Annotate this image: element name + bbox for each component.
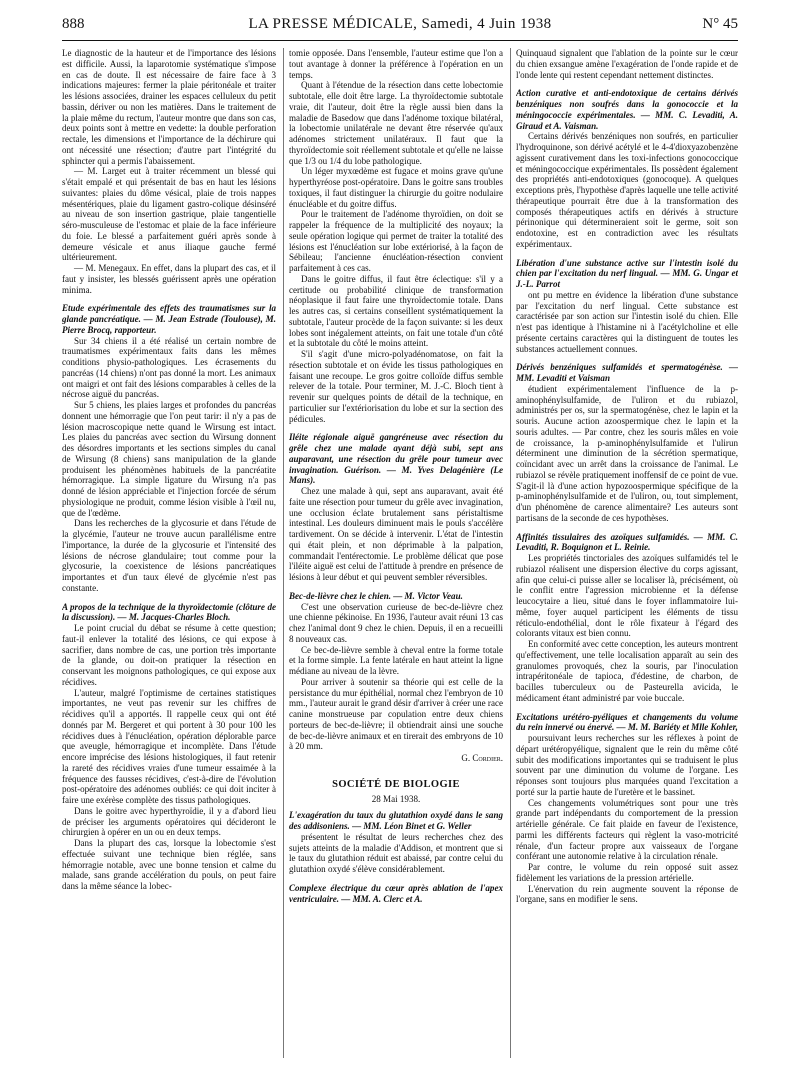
paragraph: C'est une observation curieuse de bec-de-lièvre chez une chienne pékinoise. En 1936, l'auteur avait réuni 13 cas chez l'animal dont 9 chez le chien. Depuis, il en a recueilli 8 nouveaux cas. bbox=[289, 601, 503, 644]
article-heading: Complexe électrique du cœur après ablation de l'apex ventriculaire. — MM. A. Clerc et A. bbox=[289, 882, 503, 904]
column-divider bbox=[510, 48, 511, 1058]
paragraph: Un léger myxœdème est fugace et moins grave qu'une hyperthyréose post-opératoire. Dans le goitre sans troubles toxiques, il faut distinguer la chirurgie du goitre nodulaire énucléable et du goitre diffus. bbox=[289, 166, 503, 209]
paragraph: Par contre, le volume du rein opposé suit assez fidèlement les variations de la pression artérielle. bbox=[516, 862, 738, 883]
paragraph: Ce bec-de-lièvre semble à cheval entre la forme totale et la forme simple. La fente latérale en haut atteint la ligne médiane au niveau de la lèvre. bbox=[289, 644, 503, 676]
paragraph: Le point crucial du débat se résume à cette question; faut-il enlever la totalité des lésions, ce qui expose à sacrifier, dans nombre de cas, une portion très importante de la glande, ou doit-on pratiquer la résection en conservant les moignons pathologiques, ce qui expose aux récidives. bbox=[62, 623, 276, 687]
paragraph: Certains dérivés benzéniques non soufrés, en particulier l'hydroquinone, son dérivé acétylé et le 4-4'dioxyazobenzène agissent curativement dans les toxi-infections gonococcique et méningococcique expérimentales. Ils possèdent également des propriétés anti-endotoxiques (gonocoque). A quelques exceptions près, l'hypothèse d'après laquelle une telle activité thérapeutique pourrait être due à la transformation des composés thérapeutiques actifs en dérivés à structure périnonique qui détermineraient soit le germe, soit son endotoxine, est en contradiction avec les résultats expérimentaux. bbox=[516, 131, 738, 249]
paragraph: Pour le traitement de l'adénome thyroïdien, on doit se rappeler la fréquence de la multiplicité des noyaux; la seule opération logique qui permet de traiter la totalité des lésions est l'énucléation sur lobe extériorisé, à la façon de Sébileau; l'ancienne énucléation-résection convient parfaitement à ces cas. bbox=[289, 209, 503, 273]
paragraph: — M. Menegaux. En effet, dans la plupart des cas, et il faut y insister, les blessés guérissent après une opération minima. bbox=[62, 263, 276, 295]
paragraph: Dans les recherches de la glycosurie et dans l'étude de la glycémie, l'auteur ne trouve aucun parallélisme entre l'importance, la durée de la glycosurie et l'intensité des lésions de nécrose glandulaire; tout comme pour la glycosurie, la coexistence de lésions pancréatiques importantes et d'un taux élevé de glycémie n'est pas constante. bbox=[62, 518, 276, 593]
paragraph: tomie opposée. Dans l'ensemble, l'auteur estime que l'on a tout avantage à donner la préférence à l'opération en un temps. bbox=[289, 48, 503, 80]
paragraph: Dans le goitre avec hyperthyroïdie, il y a d'abord lieu de préciser les arguments opératoires qui décideront le chirurgien à opérer en un ou en deux temps. bbox=[62, 805, 276, 838]
paragraph: Quant à l'étendue de la résection dans cette lobectomie subtotale, elle doit être large. La thyroïdectomie subtotale vraie, dit l'auteur, doit être la règle aussi bien dans la maladie de Basedow que dans l'adénome toxique bilatéral, la lobectomie unilatérale ne devant être réservée qu'aux adénomes strictement unilatéraux. Il faut que la thyroïdectomie soit réellement subtotale et qu'elle ne laisse que 1/3 ou 1/4 du lobe pathologique. bbox=[289, 80, 503, 166]
section-title: SOCIÉTÉ DE BIOLOGIE bbox=[332, 778, 460, 790]
journal-title: LA PRESSE MÉDICALE, Samedi, 4 Juin 1938 bbox=[248, 16, 552, 32]
paragraph: L'auteur, malgré l'optimisme de certaines statistiques importantes, ne veut pas revenir sur les chiffres de récidives qu'il a apportés. Il rappelle ceux qui ont été donnés par M. Bergeret et qui portent à 30 pour 100 les récidives dues à l'énucléation, opération déplorable parce que aveugle, hémorragique et incomplète. Dans l'étude encore imprécise des lésions histologiques, il faut retenir la rareté des récidives vraies d'une tumeur essaimée à la fréquence des fausses récidives, c'est-à-dire de l'évolution post-opératoire des adénomes oubliés: ce qui doit inciter à faire une exérèse complète des tissus pathologiques. bbox=[62, 687, 276, 805]
paragraph: poursuivant leurs recherches sur les réflexes à point de départ urétéropyélique, signalent que le rein du même côté subit des modifications importantes qui se traduisent le plus souvent par une diminution du volume de l'organe. Les réponses sont toujours plus marquées quand l'excitation a porté sur la partie haute de l'uretère et le bassinet. bbox=[516, 733, 738, 797]
paragraph: Sur 5 chiens, les plaies larges et profondes du pancréas donnent une hémorragie que l'on peut tarir: il n'y a pas de lésion macroscopique nette quand le Wirsung est intact. Les plaies du pancréas avec section du Wirsung donnent des désordres importants et les sections simples du canal de Wirsung (8 chiens) sans manipulation de la glande produisent les phénomènes habituels de la pancréatite hémorragique. La simple ligature du Wirsung n'a pas donné de lésion appréciable et l'injection forcée de sérum physiologique ne produit, comme lésion visible à l'œil nu, que de l'œdème. bbox=[62, 400, 276, 518]
article-heading: Iléite régionale aiguë gangréneuse avec résection du grêle chez une malade ayant déjà subi, sept ans auparavant, une résection du grêle pour tumeur avec invagination. Guérison. — M. Yves Delagénière (Le Mans). bbox=[289, 432, 503, 486]
column-3 bbox=[516, 48, 738, 1058]
paragraph: Le diagnostic de la hauteur et de l'importance des lésions est difficile. Aussi, la laparotomie systématique s'impose en cas de doute. Il est nécessaire de faire face à 3 indications majeures: fermer la plaie péritonéale et traiter les lésions associées, drainer les espaces celluleux du petit bassin, dériver ou non les matières. Dans le traitement de la plaie même du rectum, l'auteur montre que dans son cas, deux points sont à mettre en vedette: la double perforation rectale, les dimensions et l'importance de la déchirure qui ont nécessité une résection; d'autre part l'intégrité du sphincter qui a permis l'abaissement. bbox=[62, 48, 276, 166]
paragraph: Sur 34 chiens il a été réalisé un certain nombre de traumatismes expérimentaux faits dans les mêmes conditions physio-pathologiques. Les écrasements du pancréas (14 chiens) n'ont pas donné la mort. Les animaux ont maigri et ont fait des lésions comparables à celles de la nécrose aiguë du pancréas. bbox=[62, 335, 276, 400]
paragraph: Ces changements volumétriques sont pour une très grande part indépendants du comportement de la pression artérielle générale. Ce fait plaide en faveur de l'existence, parmi les différents facteurs qui règlent la vaso-motricité rénale, d'un facteur propre aux vaisseaux de l'organe conférant une autonomie relative à la circulation rénale. bbox=[516, 797, 738, 862]
page-number: 888 bbox=[62, 16, 85, 32]
article-heading: L'exagération du taux du glutathion oxydé dans le sang des addisoniens. — MM. Léon Binet et G. Weller bbox=[289, 810, 503, 831]
article-heading: A propos de la technique de la thyroïdectomie (clôture de la discussion). — M. Jacques-Charles Bloch. bbox=[62, 601, 276, 623]
article-heading: Libération d'une substance active sur l'intestin isolé du chien par l'excitation du nerf lingual. — MM. G. Ungar et J.-L. Parrot bbox=[516, 257, 738, 289]
author-signature: G. Cordier. bbox=[461, 753, 503, 763]
paragraph: étudient expérimentalement l'influence de la p-aminophénylsulfamide, de l'uliron et du rubiazol, administrés per os, sur la spermatogénèse, chez le lapin et la souris. Aucune action azoospermique chez le lapin et la souris adultes. — Par contre, chez les souris mâles en voie de croissance, la p-aminophénylsulfamide et l'ulirun déterminent une diminution de la sécrétion spermatique, coïncidant avec un arrêt dans la croissance de l'animal. Le rubiazol se révèle pratiquement inoffensif de ce point de vue. S'agit-il là d'une action hypozoospermique spécifique de la p-aminophénylsulfamide et de l'uliron, ou, tout simplement, d'un phénomène de carence alimentaire? Les auteurs sont partisans de la seconde de ces hypothèses. bbox=[516, 383, 738, 523]
paragraph: Quinquaud signalent que l'ablation de la pointe sur le cœur du chien exsangue amène l'exagération de l'onde rapide et de l'onde lente qui restent cependant nettement distinctes. bbox=[516, 48, 738, 80]
paragraph: Chez une malade à qui, sept ans auparavant, avait été faite une résection pour tumeur du grêle avec invagination, une occlusion éclate brutalement sans péristaltisme intestinal. Les douleurs diminuent mais le pouls s'accélère tardivement. On se décide à intervenir. L'état de l'intestin qui était plein, et non déprimable à la palpation, commandait l'entérectomie. Le problème délicat que pose l'iléite aiguë est celui de l'attitude à prendre en présence de lésions à leur début et qui peuvent sembler réversibles. bbox=[289, 486, 503, 582]
article-heading: Dérivés benzéniques sulfamidés et spermatogénèse. — MM. Levaditi et Vaisman bbox=[516, 362, 738, 383]
paragraph: Pour arriver à soutenir sa théorie qui est celle de la persistance du mur épithélial, normal chez l'embryon de 10 mm., l'auteur aurait le grand désir d'arriver à créer une race canine monstrueuse par copulation entre deux chiens porteurs de bec-de-lièvre; il obtiendrait ainsi une souche de bec-de-lièvre animaux et en tirerait des embryons de 10 à 20 mm. bbox=[289, 676, 503, 752]
paragraph: Les propriétés tinctoriales des azoïques sulfamidés tel le rubiazol réalisent une dispersion élective du corps agissant, afin que celui-ci puisse aller se localiser là, précisément, où le conflit entre l'agression microbienne et la défense leucocytaire a lieu, situé dans le foyer inflammatoire lui-même, foyer auquel participent les éléments de tissu réticulo-endothélial, dont le rôle fixateur à l'égard des colorants vitaux est bien connu. bbox=[516, 553, 738, 639]
section-date: 28 Mai 1938. bbox=[371, 793, 421, 804]
page-header bbox=[62, 16, 738, 41]
paragraph: présentent le résultat de leurs recherches chez des sujets atteints de la maladie d'Addison, et montrent que si le taux du glutathion réduit est abaissé, par contre celui du glutathion oxydé s'élève considérablement. bbox=[289, 831, 503, 874]
column-2 bbox=[289, 48, 503, 1058]
paragraph: ont pu mettre en évidence la libération d'une substance par l'excitation du nerf lingual. Cette substance est caractérisée par son action sur l'intestin isolé du chien. Elle n'est pas identique à l'histamine ni à l'acétylcholine et elle présente certains caractères qui la distinguent de toutes les substances actuellement connues. bbox=[516, 289, 738, 354]
paragraph: — M. Larget eut à traiter récemment un blessé qui s'était empalé et qui présentait de bas en haut les lésions suivantes: plaies du dôme vésical, plaie de trois nappes mésentériques, plaie du ligament gastro-colique désinséré au niveau de son insertion gastrique, plaie tangentielle séro-musculeuse de l'estomac et plaie de la face inférieure du foie. Le blessé a parfaitement guéri après sonde à demeure vésicale et anus iliaque gauche fermé ultérieurement. bbox=[62, 166, 276, 263]
column-divider bbox=[283, 48, 284, 1058]
issue-number: N° 45 bbox=[702, 16, 738, 32]
article-heading: Affinités tissulaires des azoïques sulfamidés. — MM. C. Levaditi, R. Boquignon et L. Reinie. bbox=[516, 531, 738, 553]
paragraph: L'énervation du rein augmente souvent la réponse de l'organe, sans en modifier le sens. bbox=[516, 883, 738, 905]
column-1 bbox=[62, 48, 276, 1058]
article-heading: Etude expérimentale des effets des traumatismes sur la glande pancréatique. — M. Jean Estrade (Toulouse), M. Pierre Brocq, rapporteur. bbox=[62, 303, 276, 335]
article-heading: Excitations urétéro-pyéliques et changements du volume du rein innervé ou énervé. — M. M. Bariéty et Mlle Kohler, bbox=[516, 711, 738, 733]
paragraph: Dans la plupart des cas, lorsque la lobectomie s'est effectuée suivant une technique bien réglée, sans hémorragie notable, avec une bonne tension et calme du malade, sans grande accélération du pouls, on peut faire dans la même séance la lobec- bbox=[62, 838, 276, 891]
article-heading: Action curative et anti-endotoxique de certains dérivés benzéniques non soufrés dans la gonococcie et la méningococcie expérimentales. — MM. C. Levaditi, A. Giraud et A. Vaisman. bbox=[516, 88, 738, 131]
paragraph: Dans le goitre diffus, il faut être éclectique: s'il y a certitude ou probabilité clinique de transformation néoplasique il faut faire une thyroïdectomie totale. Dans les autres cas, si certains conseillent systématiquement la subtotale, l'auteur procède de la façon suivante: si les deux lobes sont inégalement atteints, on fait une totale d'un côté et la subtotale du côté le moins atteint. bbox=[289, 273, 503, 349]
paragraph: S'il s'agit d'une micro-polyadénomatose, on fait la résection subtotale et on évide les tissus pathologiques en faisant une recoupe. Le gros goitre colloïde diffus semble relever de la totale. Pour terminer, M. J.-C. Bloch tient à revenir sur quelques points de détail de la technique, en particulier sur l'extériorisation du lobe et sur la section des pédicules. bbox=[289, 349, 503, 424]
paragraph: En conformité avec cette conception, les auteurs montrent qu'effectivement, une telle localisation apparaît au sein des granulomes provoqués, chez la souris, par l'inoculation intrapéritonéale de tapioca, d'édestine, de charbon, de bacilles tuberculeux ou de Pasteurella avicida, le médicament étant administré par voie buccale. bbox=[516, 639, 738, 703]
article-heading: Bec-de-lièvre chez le chien. — M. Victor Veau. bbox=[289, 590, 463, 601]
